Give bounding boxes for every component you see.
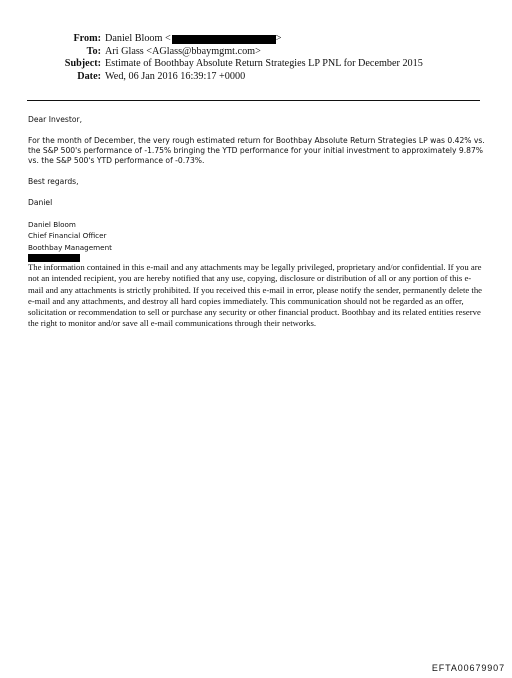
to-label: To: xyxy=(86,45,101,57)
subject-label: Subject: xyxy=(64,58,101,70)
signature-block xyxy=(28,219,486,262)
redaction-bar xyxy=(172,35,276,44)
signature-company: Boothbay Management xyxy=(28,242,112,252)
subject-value: Estimate of Boothbay Absolute Return Strategies LP PNL for December 2015 xyxy=(105,58,423,70)
signature-name: Daniel Bloom xyxy=(28,220,76,229)
redaction-bar xyxy=(28,254,80,262)
legal-disclaimer: The information contained in this e-mail and any attachments may be legally privileged, proprietary and/or confidential. If you are not an intended recipient, you are hereby notified that any use, copying, disclosure or distribution of all or any portion of this e-mail and any attachments is strictly prohibited. If you received this e-mail in error, please notify the sender, permanently delete the e-mail and any attachments, and destroy all hard copies immediately. This communication should not be regarded as an offer, solicitation or recommendation to sell or purchase any security or other financial product. Boothbay and its related entities reserve the right to monitor and/or save all e-mail communications through their networks. xyxy=(28,262,483,329)
to-value: Ari Glass <AGlass@bbaymgmt.com> xyxy=(105,45,261,57)
signature-title: Chief Financial Officer xyxy=(28,231,107,241)
email-header xyxy=(0,33,512,83)
email-body xyxy=(28,115,486,262)
from-name: Daniel Bloom < xyxy=(105,33,171,44)
from-row xyxy=(0,33,512,46)
body-paragraph: For the month of December, the very rough estimated return for Boothbay Absolute Return Strategies LP was 0.42% vs. the S&P 500's performance of -1.75% bringing the YTD performance for your initial investment to approximately 9.87% vs. the S&P 500's YTD performance of -0.73%. xyxy=(28,136,485,165)
subject-row xyxy=(0,58,512,71)
date-label: Date: xyxy=(77,70,101,82)
closing: Best regards, xyxy=(28,177,79,186)
from-value xyxy=(105,33,281,46)
from-close: > xyxy=(275,33,282,44)
date-value: Wed, 06 Jan 2016 16:39:17 +0000 xyxy=(105,70,246,82)
header-divider xyxy=(27,100,480,101)
from-label: From: xyxy=(73,33,101,44)
document-id: EFTA00679907 xyxy=(431,663,505,673)
date-row xyxy=(0,71,512,84)
sign-name: Daniel xyxy=(28,198,53,207)
to-row xyxy=(0,46,512,59)
greeting: Dear Investor, xyxy=(28,115,83,124)
